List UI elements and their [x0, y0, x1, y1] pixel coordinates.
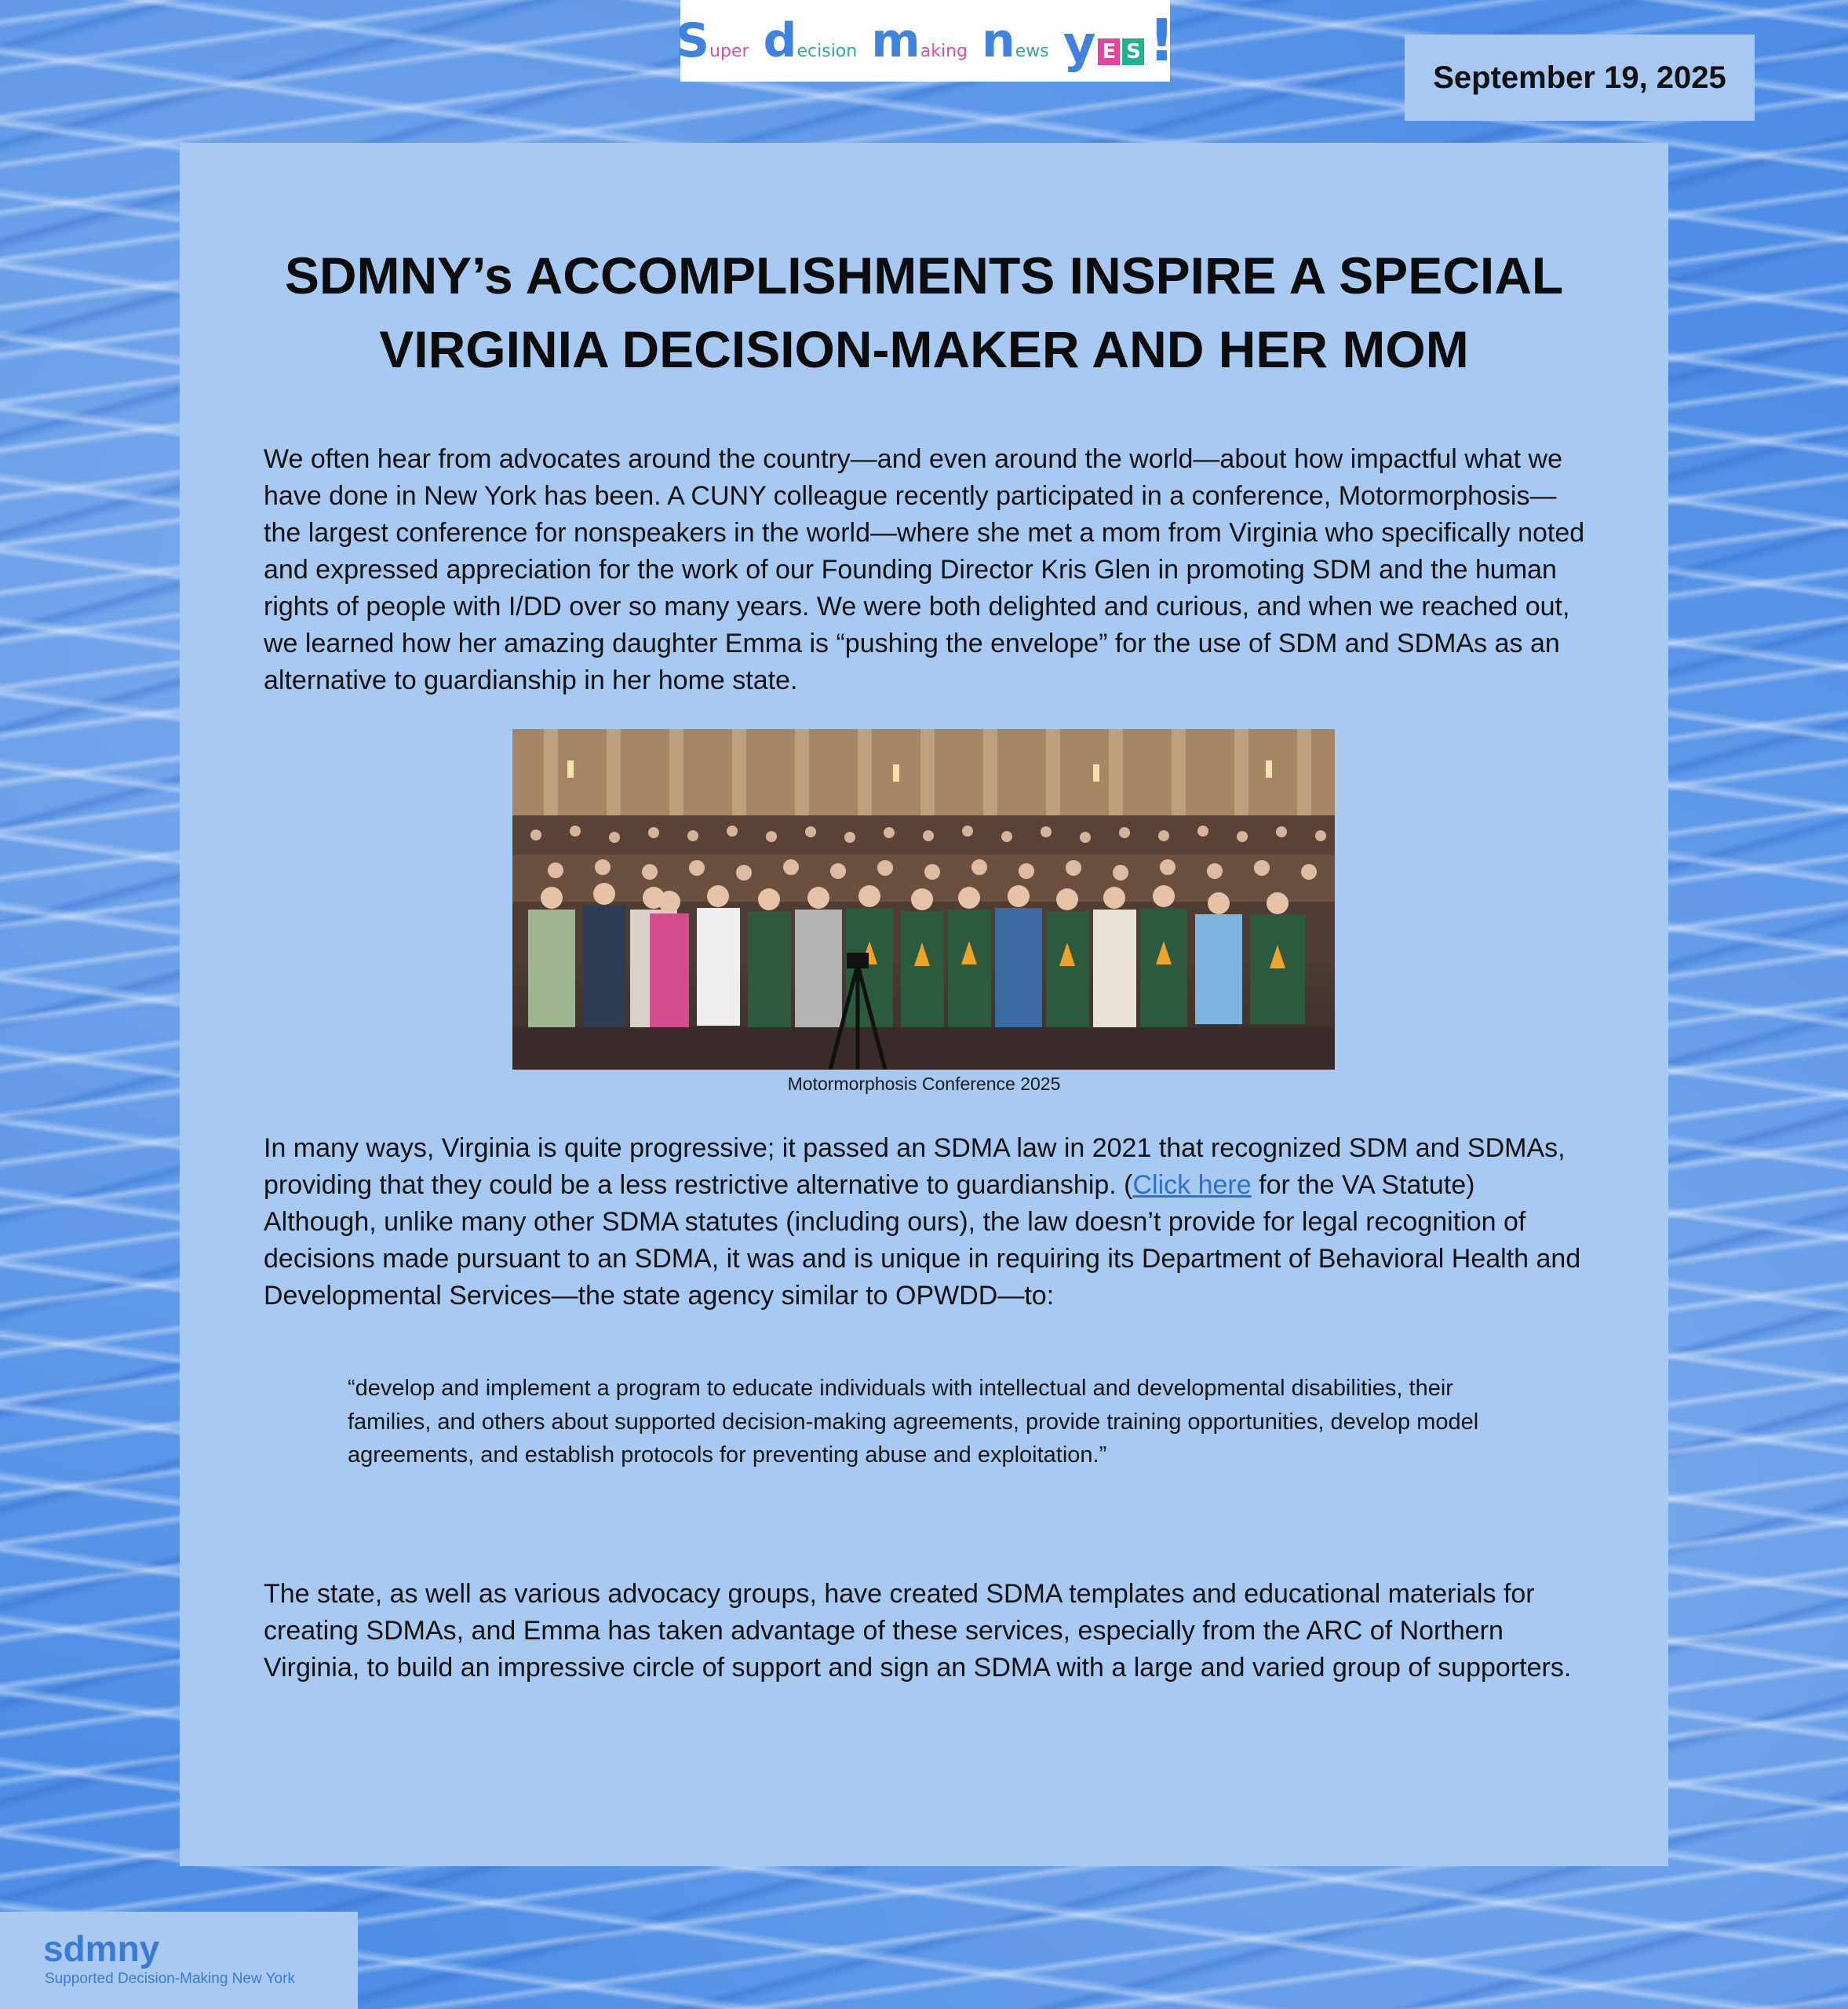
logo-letters: aking — [920, 42, 968, 61]
logo-letters: ecision — [796, 42, 858, 61]
article-paragraph-3: The state, as well as various advocacy groups, have created SDMA templates and educational materials for creating SDMAs, and Emma has taken advantage of these services, especially from the ARC of Northern Virginia, to build an impressive circle of support and sign an SDMA with a large and varied group of supporters. — [264, 1579, 1572, 1683]
logo-letters: ews — [1015, 42, 1049, 61]
conference-group-photo — [512, 729, 1335, 1070]
logo-letter: n — [982, 13, 1015, 68]
va-statute-link[interactable]: Click here — [1132, 1170, 1252, 1200]
issue-date: September 19, 2025 — [1433, 60, 1726, 95]
logo-word-news — [982, 13, 1049, 68]
footer-brand-name: sdmny — [43, 1928, 160, 1969]
logo-yes-e: E — [1098, 38, 1120, 65]
paragraph-2-text-before-link: In many ways, Virginia is quite progressive; it passed an SDMA law in 2021 that recognized SDM and SDMAs, providing that they could be a less restrictive alternative to guardianship. ( — [264, 1133, 1566, 1200]
statute-quote: “develop and implement a program to educate individuals with intellectual and developmental disabilities, their families, and others about supported decision-making agreements, provide training opportunities, develop model agreements, and establish protocols for preventing abuse and exploitation.” — [348, 1376, 1479, 1468]
paragraph-2-text-after-link: for the VA Statute) Although, unlike many other SDMA statutes (including ours), the law doesn’t provide for legal recognition of decisions made pursuant to an SDMA, it was and is unique in requiring its Department of Behavioral Health and Developmental Services—the state agency similar to OPWDD—to: — [264, 1170, 1581, 1311]
headline-line-2: VIRGINIA DECISION-MAKER AND HER MOM — [379, 320, 1469, 378]
newsletter-logo — [675, 0, 1176, 82]
logo-word-making — [871, 13, 968, 68]
headline-line-1: SDMNY’s ACCOMPLISHMENTS INSPIRE A SPECIAL — [284, 246, 1564, 304]
logo-letter: S — [675, 13, 710, 68]
logo-yes — [1063, 7, 1176, 75]
logo-letters: uper — [709, 42, 749, 61]
logo-yes-s: S — [1122, 38, 1144, 65]
footer-brand-tagline: Supported Decision-Making New York — [45, 1971, 295, 1987]
article-headline — [180, 239, 1668, 386]
logo-letter: d — [763, 13, 797, 68]
conference-photo-illustration — [512, 729, 1335, 1070]
article-paragraph-2 — [264, 1130, 1590, 1314]
article-paragraph-1: We often hear from advocates around the country—and even around the world—about how impactful what we have done in New York has been. A CUNY colleague recently participated in a conference, Motormorphosis—the largest conference for nonspeakers in the world—where she met a mom from Virginia who specifically noted and expressed appreciation for the work of our Founding Director Kris Glen in promoting SDM and the human rights of people with I/DD over so many years. We were both delighted and curious, and when we reached out, we learned how her amazing daughter Emma is “pushing the envelope” for the use of SDM and SDMAs as an alternative to guardianship in her home state. — [264, 444, 1585, 695]
date-badge — [1405, 35, 1755, 121]
logo-letter: m — [871, 13, 920, 68]
logo-word-super — [675, 13, 749, 68]
footer-brand — [0, 1912, 358, 2009]
photo-caption: Motormorphosis Conference 2025 — [787, 1074, 1061, 1094]
article-panel — [180, 143, 1668, 1866]
logo-yes-y: y — [1063, 16, 1096, 74]
logo-word-decision — [763, 13, 858, 68]
logo-yes-exclamation: ! — [1148, 7, 1176, 75]
